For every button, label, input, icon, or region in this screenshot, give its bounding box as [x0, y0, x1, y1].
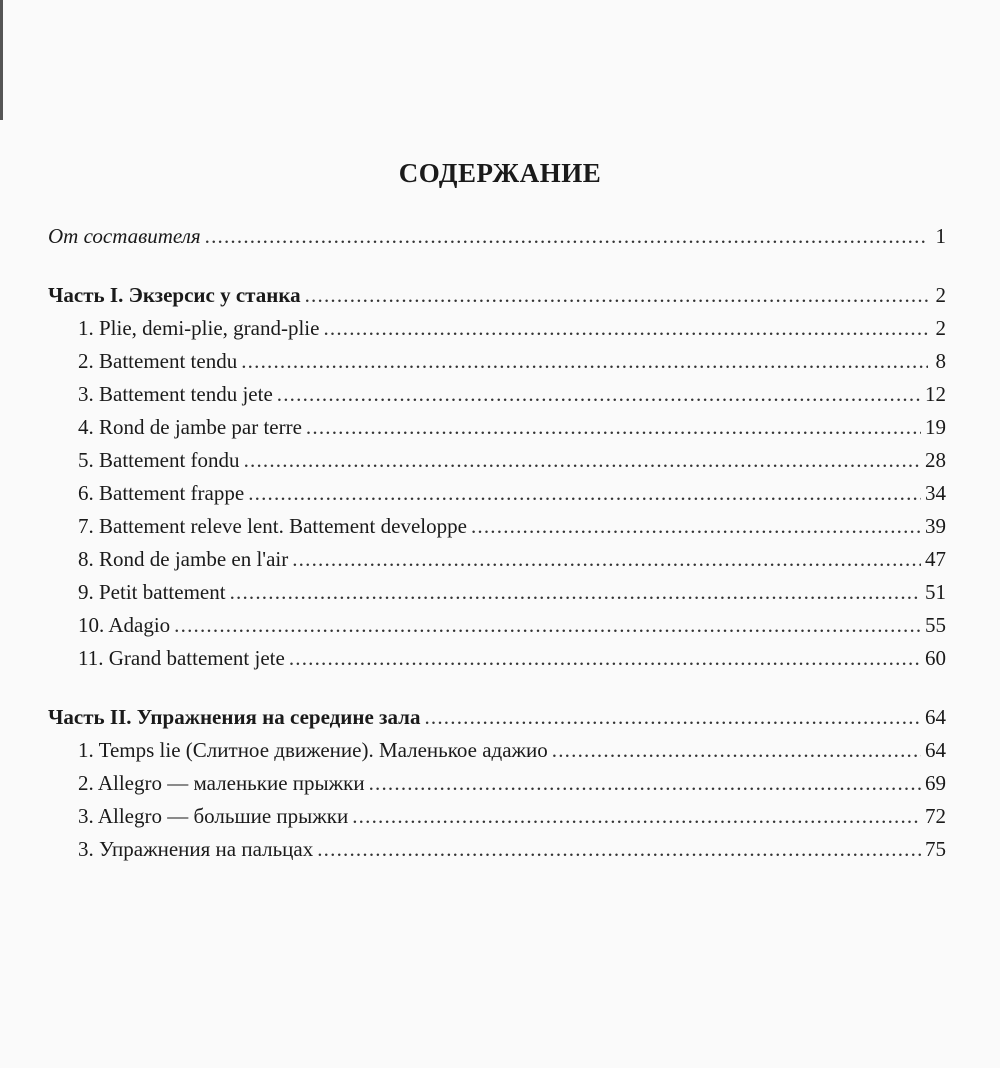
- toc-entry-label: 4. Rond de jambe par terre: [78, 415, 302, 439]
- toc-entry-label: От составителя: [48, 224, 201, 248]
- toc-entry-page: 55: [925, 613, 946, 637]
- toc-entry-label: 2. Allegro — маленькие прыжки: [78, 771, 365, 795]
- toc-entry-label: 1. Temps lie (Слитное движение). Маленькое адажио: [78, 738, 548, 762]
- toc-entry-page: 1: [935, 224, 946, 248]
- dot-leader: [292, 543, 921, 576]
- dot-leader: [174, 609, 921, 642]
- toc-entry-page: 19: [925, 415, 946, 439]
- page-title: СОДЕРЖАНИЕ: [398, 158, 602, 188]
- toc-entry[interactable]: [48, 510, 946, 543]
- page-edge-shadow: [0, 0, 3, 120]
- toc-entry-label: 7. Battement releve lent. Battement developpe: [78, 514, 467, 538]
- toc-entry[interactable]: [48, 609, 946, 642]
- toc-entry-page: 75: [925, 837, 946, 861]
- toc-entry[interactable]: [48, 378, 946, 411]
- dot-leader: [471, 510, 921, 543]
- toc-entry[interactable]: [48, 312, 946, 345]
- toc-entry-label: 1. Plie, demi-plie, grand-plie: [78, 316, 320, 340]
- dot-leader: [369, 767, 921, 800]
- toc-entry[interactable]: [48, 576, 946, 609]
- toc-part-label: Часть I. Экзерсис у станка: [48, 283, 301, 307]
- dot-leader: [248, 477, 921, 510]
- toc-entry-page: 64: [925, 738, 946, 762]
- toc-part-page: 64: [925, 705, 946, 729]
- toc-entry-intro[interactable]: [48, 220, 946, 253]
- toc-entry-label: 5. Battement fondu: [78, 448, 240, 472]
- toc-entry-page: 12: [925, 382, 946, 406]
- dot-leader: [277, 378, 921, 411]
- toc-part-label: Часть II. Упражнения на середине зала: [48, 705, 421, 729]
- toc-entry[interactable]: [48, 477, 946, 510]
- toc-entry-label: 9. Petit battement: [78, 580, 226, 604]
- toc-entry[interactable]: [48, 642, 946, 675]
- toc-entry-page: 2: [935, 316, 946, 340]
- toc-entry-label: 3. Battement tendu jete: [78, 382, 273, 406]
- toc-entry-page: 34: [925, 481, 946, 505]
- toc-entry[interactable]: [48, 734, 946, 767]
- dot-leader: [306, 411, 921, 444]
- toc-entry[interactable]: [48, 800, 946, 833]
- toc-part-1-heading[interactable]: [48, 279, 946, 312]
- toc-entry-page: 51: [925, 580, 946, 604]
- toc-entry-label: 6. Battement frappe: [78, 481, 245, 505]
- toc-entry-page: 60: [925, 646, 946, 670]
- toc-entry-page: 8: [935, 349, 946, 373]
- toc-entry-label: 11. Grand battement jete: [78, 646, 285, 670]
- dot-leader: [305, 279, 928, 312]
- toc-entry-label: 10. Adagio: [78, 613, 171, 637]
- dot-leader: [323, 312, 928, 345]
- toc-entry[interactable]: [48, 833, 946, 866]
- toc-entry-page: 72: [925, 804, 946, 828]
- toc-entry-label: 8. Rond de jambe en l'air: [78, 547, 289, 571]
- toc-entry-label: 3. Allegro — большие прыжки: [78, 804, 349, 828]
- toc-part-2-heading[interactable]: [48, 701, 946, 734]
- toc-entry-page: 28: [925, 448, 946, 472]
- dot-leader: [241, 345, 928, 378]
- table-of-contents: [48, 220, 946, 866]
- toc-entry-page: 39: [925, 514, 946, 538]
- dot-leader: [352, 800, 921, 833]
- toc-entry-label: 2. Battement tendu: [78, 349, 238, 373]
- dot-leader: [230, 576, 921, 609]
- toc-entry[interactable]: [48, 345, 946, 378]
- dot-leader: [244, 444, 921, 477]
- toc-entry[interactable]: [48, 411, 946, 444]
- toc-entry[interactable]: [48, 767, 946, 800]
- dot-leader: [205, 220, 928, 253]
- toc-entry[interactable]: [48, 543, 946, 576]
- dot-leader: [552, 734, 921, 767]
- toc-entry[interactable]: [48, 444, 946, 477]
- toc-entry-page: 69: [925, 771, 946, 795]
- dot-leader: [317, 833, 921, 866]
- toc-entry-label: 3. Упражнения на пальцах: [78, 837, 314, 861]
- toc-entry-page: 47: [925, 547, 946, 571]
- toc-part-page: 2: [935, 283, 946, 307]
- dot-leader: [424, 701, 921, 734]
- dot-leader: [289, 642, 921, 675]
